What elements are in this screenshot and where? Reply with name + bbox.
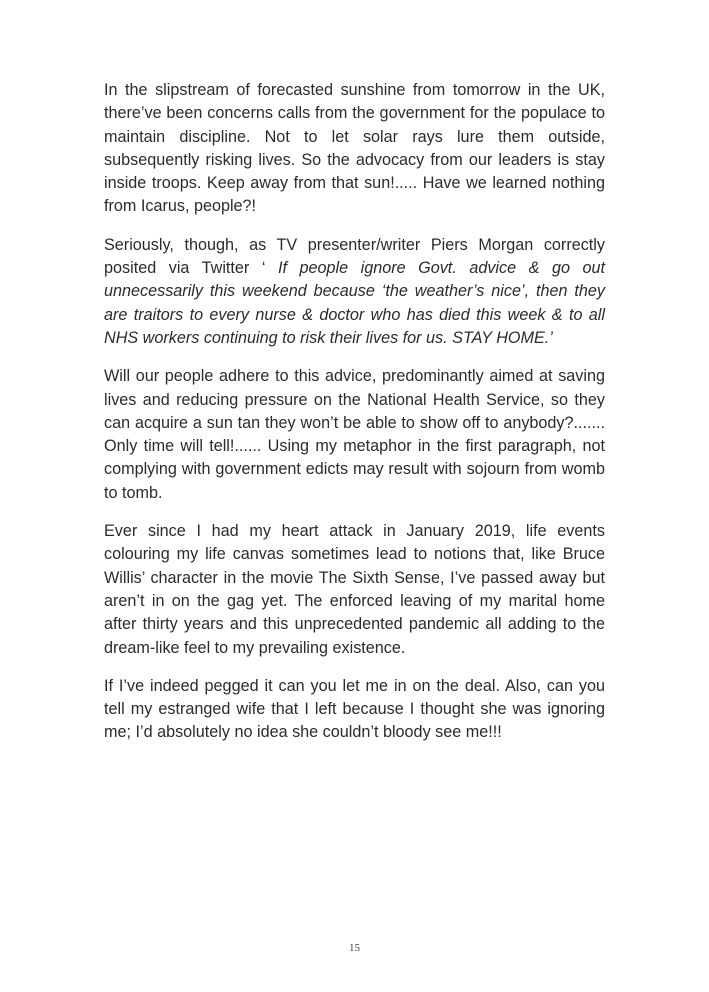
paragraph-1 [104, 79, 605, 219]
paragraph-4-text: Ever since I had my heart attack in January 2019, life events colouring my life canvas sometimes lead to notions that, like Bruce Willis’ character in the movie The Sixth Sense, I’ve passed away but aren’t in on the gag yet. The enforced leaving of my marital home after thirty years and this unprecedented pandemic all adding to the dream-like feel to my prevailing existence. [104, 522, 605, 657]
paragraph-5-text: If I’ve indeed pegged it can you let me in on the deal. Also, can you tell my estranged wife that I left because I thought she was ignoring me; I’d absolutely no idea she couldn’t bloody see me!!! [104, 676, 605, 742]
paragraph-3-text: Will our people adhere to this advice, predominantly aimed at saving lives and reducing pressure on the National Health Service, so they can acquire a sun tan they won’t be able to show off to anybody?....... Only time will tell!...... Using my metaphor in the first paragraph, not complying with government edicts may result with sojourn from womb to tomb. [104, 367, 605, 502]
twitter-quote: If people ignore Govt. advice & go out unnecessarily this weekend because ‘the weather’s nice’, then they are traitors to every nurse & doctor who has died this week & to all NHS workers continuing to risk their lives for us. STAY HOME.’ [104, 259, 605, 347]
paragraph-2 [104, 234, 605, 350]
paragraph-1-text: In the slipstream of forecasted sunshine from tomorrow in the UK, there’ve been concerns calls from the government for the populace to maintain discipline. Not to let solar rays lure them outside, subsequently risking lives. So the advocacy from our leaders is stay inside troops. Keep away from that sun!..... Have we learned nothing from Icarus, people?! [104, 81, 605, 216]
body-text [104, 79, 605, 760]
paragraph-2-text: Seriously, though, as TV presenter/writer Piers Morgan correctly posited via Twitter ‘ [104, 235, 605, 278]
paragraph-5 [104, 675, 605, 745]
paragraph-4 [104, 520, 605, 660]
page-number: 15 [349, 942, 360, 954]
paragraph-3 [104, 365, 605, 505]
